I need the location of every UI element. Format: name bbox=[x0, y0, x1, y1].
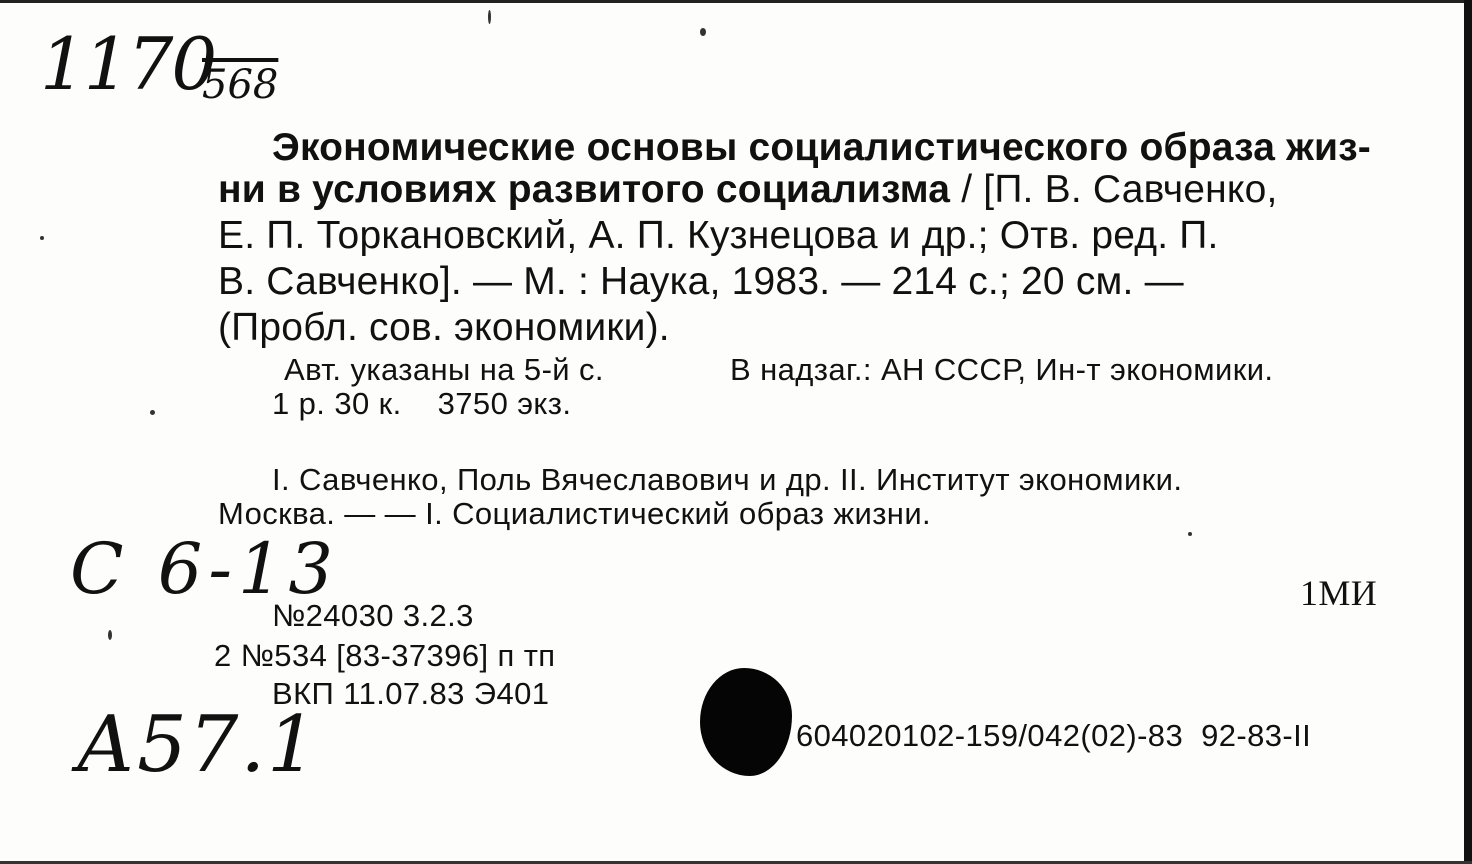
note-price-copies: 1 р. 30 к. 3750 экз. bbox=[272, 386, 572, 421]
body-line-3: (Пробл. сов. экономики). bbox=[218, 306, 670, 349]
subject-line-2: Москва. — — I. Социалистический образ жизни. bbox=[218, 496, 932, 531]
scan-speck bbox=[40, 236, 44, 240]
handwritten-inventory-number: 1170 bbox=[40, 22, 216, 106]
catalog-code: 604020102-159/042(02)-83 92-83-II bbox=[796, 718, 1312, 753]
body-line-2: В. Савченко]. — М. : Наука, 1983. — 214 с.; 20 см. — bbox=[218, 260, 1184, 303]
registration-line-3: ВКП 11.07.83 Э401 bbox=[272, 676, 550, 711]
card-top-edge bbox=[0, 0, 1472, 3]
registration-line-1: №24030 3.2.3 bbox=[272, 598, 474, 633]
scan-speck bbox=[700, 28, 706, 36]
title-line-1: Экономические основы социалистического образа жиз- bbox=[272, 126, 1371, 169]
code-1mi: 1МИ bbox=[1300, 573, 1378, 613]
title-line-2-bold: ни в условиях развитого социализма bbox=[218, 168, 951, 211]
registration-line-2: 2 №534 [83-37396] п тп bbox=[214, 638, 556, 673]
handwritten-shelf-code: А57.1 bbox=[76, 700, 319, 790]
title-line-2-authors: / [П. В. Савченко, bbox=[950, 168, 1278, 211]
subject-line-1: I. Савченко, Поль Вячеславович и др. II. Институт экономики. bbox=[272, 462, 1183, 497]
handwritten-inventory-sub: 568 bbox=[202, 62, 279, 108]
note-authors: Авт. указаны на 5-й с. bbox=[284, 352, 604, 387]
scan-speck bbox=[150, 410, 155, 415]
scan-speck bbox=[1188, 532, 1192, 536]
ink-blot bbox=[700, 668, 792, 776]
note-heading: В надзаг.: АН СССР, Ин-т экономики. bbox=[730, 352, 1274, 387]
card-right-edge bbox=[1464, 0, 1472, 864]
title-line-2 bbox=[218, 168, 1278, 212]
body-line-1: Е. П. Торкановский, А. П. Кузнецова и др.; Отв. ред. П. bbox=[218, 214, 1219, 257]
scan-speck bbox=[488, 10, 491, 24]
scan-speck bbox=[108, 630, 112, 640]
handwritten-classification: С 6-13 bbox=[70, 528, 340, 610]
